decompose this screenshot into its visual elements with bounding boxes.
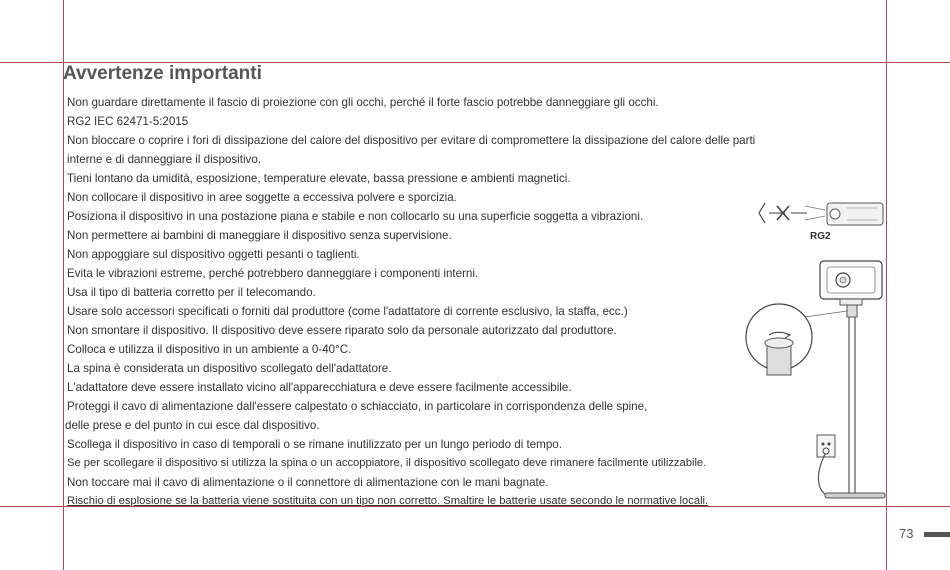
warning-line: La spina è considerata un dispositivo scollegato dell'adattatore. [67,362,392,375]
warning-line: Proteggi il cavo di alimentazione dall'essere calpestato o schiacciato, in particolare in corrispondenza delle spine, [67,400,648,413]
warning-line: delle prese e del punto in cui esce dal dispositivo. [65,419,320,432]
projector-stand-icon [745,255,886,505]
warning-line: L'adattatore deve essere installato vicino all'apparecchiatura e deve essere facilmente accessibile. [67,381,572,394]
warning-line: Non smontare il dispositivo. Il dispositivo deve essere riparato solo da personale autorizzato dal produttore. [67,324,617,337]
page-marker-bar [924,532,950,537]
warning-line: Usa il tipo di batteria corretto per il telecomando. [67,286,316,299]
warning-line: Posiziona il dispositivo in una postazione piana e stabile e non collocarlo su una superficie soggetta a vibrazioni. [67,210,644,223]
projector-stand-illustration [745,255,886,505]
rg2-eye-warning-illustration [755,198,890,248]
warning-line: interne e di danneggiare il dispositivo. [67,153,261,166]
rg2-label: RG2 [810,231,831,242]
warning-line: Non permettere ai bambini di maneggiare il dispositivo senza supervisione. [67,229,452,242]
warning-line: RG2 IEC 62471-5:2015 [67,115,189,128]
guide-line-right [886,0,887,570]
page-number: 73 [899,526,914,541]
page-title: Avvertenze importanti [63,63,262,84]
warning-line: Non appoggiare sul dispositivo oggetti pesanti o taglienti. [67,248,360,261]
warning-line: Non toccare mai il cavo di alimentazione o il connettore di alimentazione con le mani bagnate. [67,476,549,489]
warning-line: Tieni lontano da umidità, esposizione, temperature elevate, bassa pressione e ambienti magnetici. [67,172,571,185]
guide-line-left [63,0,64,570]
warning-line: Non collocare il dispositivo in aree soggette a eccessiva polvere e sporcizia. [67,191,457,204]
warning-line: Scollega il dispositivo in caso di temporali o se rimane inutilizzato per un lungo periodo di tempo. [67,438,562,451]
warning-line: Evita le vibrazioni estreme, perché potrebbero danneggiare i componenti interni. [67,267,479,280]
warning-line: Non bloccare o coprire i fori di dissipazione del calore del dispositivo per evitare di compromettere la dissipazione del calore delle parti [67,134,756,147]
warning-line: Se per scollegare il dispositivo si utilizza la spina o un accoppiatore, il dispositivo scollegato deve rimanere facilmente utilizzabile. [67,457,707,469]
warning-line: Usare solo accessori specificati o forniti dal produttore (come l'adattatore di corrente esclusivo, la staffa, ecc.) [67,305,628,318]
warning-line: Non guardare direttamente il fascio di proiezione con gli occhi, perché il forte fascio potrebbe danneggiare gli occhi. [67,96,659,109]
warning-line: Rischio di esplosione se la batteria viene sostituita con un tipo non corretto. Smaltire le batterie usate secondo le normative locali. [67,495,709,507]
warning-line: Colloca e utilizza il dispositivo in un ambiente a 0-40°C. [67,343,352,356]
